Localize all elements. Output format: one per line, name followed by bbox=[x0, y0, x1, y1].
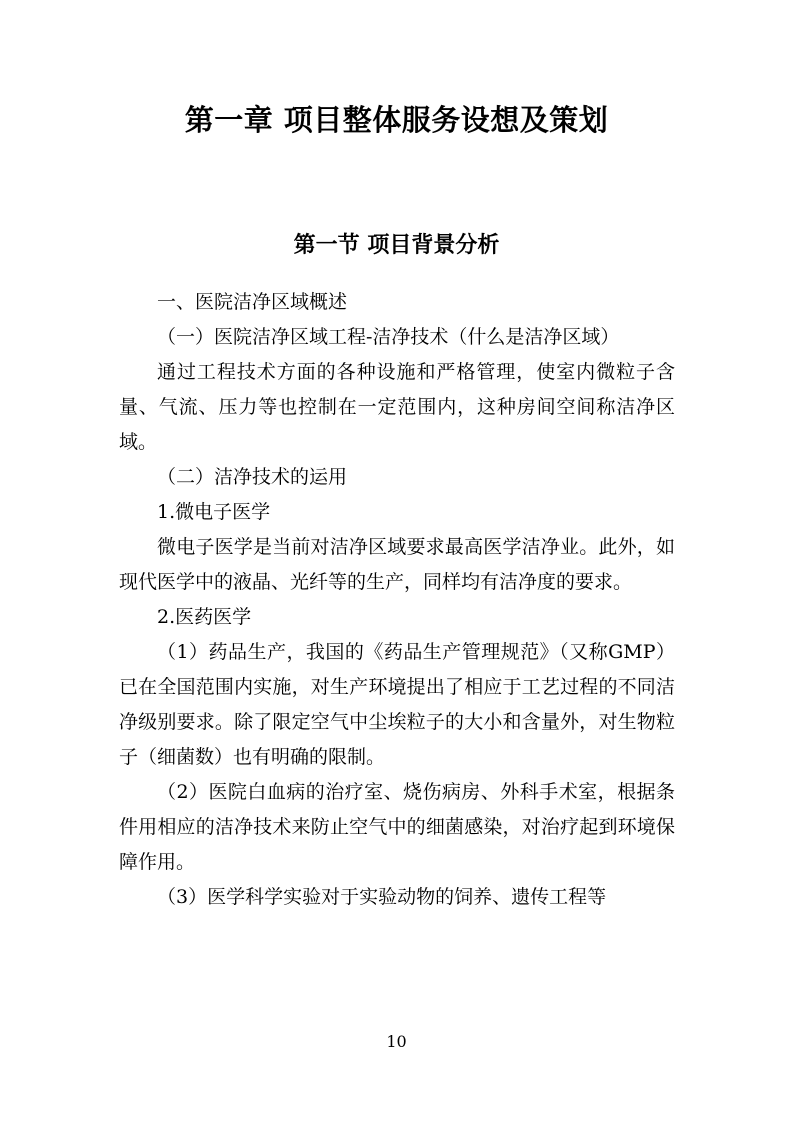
paragraph-microelectronics: 微电子医学是当前对洁净区域要求最高医学洁净业。此外，如现代医学中的液晶、光纤等的生产，同样均有洁净度的要求。 bbox=[119, 536, 675, 593]
body-text bbox=[119, 285, 675, 915]
chapter-title: 第一章 项目整体服务设想及策划 bbox=[184, 103, 609, 137]
item-microelectronics: 1.微电子医学 bbox=[157, 501, 271, 523]
section-title: 第一节 项目背景分析 bbox=[293, 232, 500, 258]
subheading-applications: （二）洁净技术的运用 bbox=[157, 466, 348, 488]
heading-overview: 一、医院洁净区域概述 bbox=[157, 291, 348, 313]
paragraph-hospital-rooms: （2）医院白血病的治疗室、烧伤病房、外科手术室，根据条件用相应的洁净技术来防止空气中的细菌感染，对治疗起到环境保障作用。 bbox=[119, 781, 675, 873]
page-number: 10 bbox=[386, 1032, 407, 1051]
paragraph-drug-production: （1）药品生产，我国的《药品生产管理规范》（又称GMP）已在全国范围内实施，对生产环境提出了相应于工艺过程的不同洁净级别要求。除了限定空气中尘埃粒子的大小和含量外，对生物粒子（细菌数）也有明确的限制。 bbox=[119, 641, 675, 768]
subheading-clean-tech: （一）医院洁净区域工程-洁净技术（什么是洁净区域） bbox=[157, 326, 620, 348]
paragraph-experiments: （3）医学科学实验对于实验动物的饲养、遗传工程等 bbox=[157, 886, 607, 908]
item-pharmaceutical: 2.医药医学 bbox=[157, 606, 252, 628]
paragraph-definition: 通过工程技术方面的各种设施和严格管理，使室内微粒子含量、气流、压力等也控制在一定范围内，这种房间空间称洁净区域。 bbox=[119, 361, 675, 453]
